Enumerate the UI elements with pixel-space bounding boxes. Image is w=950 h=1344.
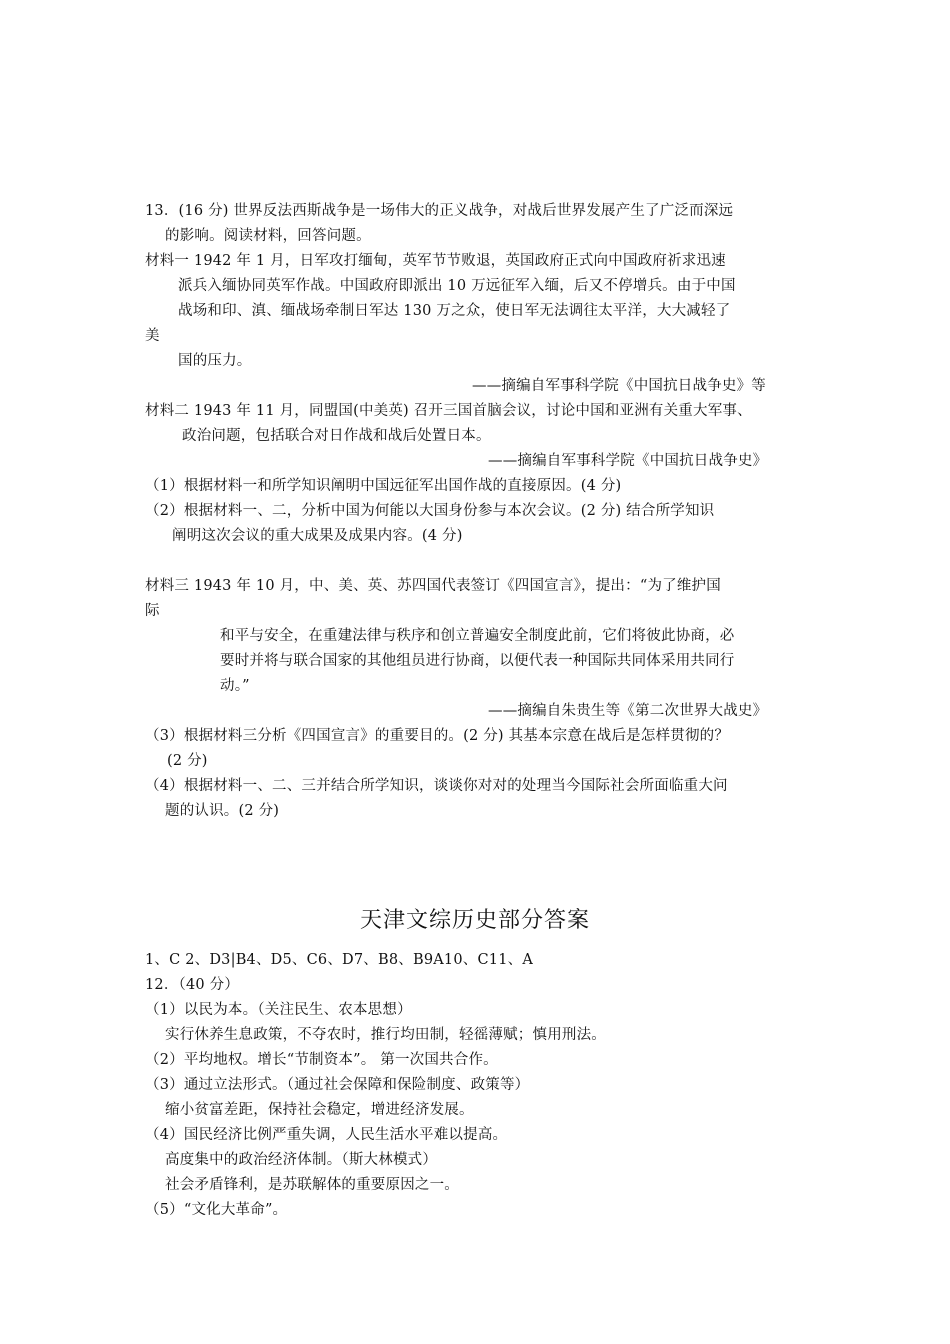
answer-1: （1）以民为本。（关注民生、农本思想） xyxy=(145,1002,412,1018)
material-3-line-2: 际 xyxy=(145,603,160,619)
material-3-line-1: 材料三 1943 年 10 月，中、美、英、苏四国代表签订《四国宣言》，提出：“为了维护国 xyxy=(145,578,721,594)
answer-4: （4）国民经济比例严重失调，人民生活水平难以提高。 xyxy=(145,1127,508,1143)
answer-3-cont: 缩小贫富差距，保持社会稳定，增进经济发展。 xyxy=(165,1102,474,1118)
answer-1-cont: 实行休养生息政策，不夺农时，推行均田制，轻徭薄赋；慎用刑法。 xyxy=(165,1027,606,1043)
material-1-line-5: 国的压力。 xyxy=(178,353,252,369)
sub-question-2: （2）根据材料一、二，分析中国为何能以大国身份参与本次会议。(2 分) 结合所学知识 xyxy=(145,503,715,519)
sub-question-3-cont: (2 分) xyxy=(167,753,208,769)
material-1-source: ——摘编自军事科学院《中国抗日战争史》等 xyxy=(472,378,766,394)
material-2-source: ——摘编自军事科学院《中国抗日战争史》 xyxy=(488,453,768,469)
answer-3: （3）通过立法形式。（通过社会保障和保险制度、政策等） xyxy=(145,1077,530,1093)
sub-question-4-cont: 题的认识。(2 分) xyxy=(165,803,280,819)
sub-question-4: （4）根据材料一、二、三并结合所学知识，谈谈你对对的处理当今国际社会所面临重大问 xyxy=(145,778,728,794)
material-1-line-4: 美 xyxy=(145,328,160,344)
answer-5: （5）“文化大革命”。 xyxy=(145,1202,288,1218)
sub-question-1: （1）根据材料一和所学知识阐明中国远征军出国作战的直接原因。(4 分) xyxy=(145,478,622,494)
sub-question-2-cont: 阐明这次会议的重大成果及成果内容。(4 分) xyxy=(172,528,463,544)
material-1-line-3: 战场和印、滇、缅战场牵制日军达 130 万之众，使日军无法调往太平洋，大大减轻了 xyxy=(178,303,731,319)
material-1-line-1: 材料一 1942 年 1 月，日军攻打缅甸，英军节节败退，英国政府正式向中国政府祈求迅速 xyxy=(145,253,726,269)
sub-question-3: （3）根据材料三分析《四国宣言》的重要目的。(2 分) 其基本宗意在战后是怎样贯彻的？ xyxy=(145,728,730,744)
material-3-source: ——摘编自朱贵生等《第二次世界大战史》 xyxy=(488,703,768,719)
multiple-choice-answers: 1、C 2、D3|B4、D5、C6、D7、B8、B9A10、C11、A xyxy=(145,952,533,968)
answer-2: （2）平均地权。增长“节制资本”。 第一次国共合作。 xyxy=(145,1052,498,1068)
material-3-line-4: 要时并将与联合国家的其他组员进行协商，以便代表一种国际共同体采用共同行 xyxy=(220,653,735,669)
material-1-line-2: 派兵入缅协同英军作战。中国政府即派出 10 万远征军入缅，后又不停增兵。由于中国 xyxy=(178,278,736,294)
material-2-line-2: 政治问题，包括联合对日作战和战后处置日本。 xyxy=(182,428,491,444)
answer-4-cont-2: 社会矛盾锋利，是苏联解体的重要原因之一。 xyxy=(165,1177,459,1193)
question-13-intro-cont: 的影响。阅读材料，回答问题。 xyxy=(165,228,371,244)
material-3-line-5: 动。” xyxy=(220,678,250,694)
question-13-intro: 13．(16 分) 世界反法西斯战争是一场伟大的正义战争，对战后世界发展产生了广泛而深远 xyxy=(145,203,734,219)
material-2-line-1: 材料二 1943 年 11 月，同盟国(中美英) 召开三国首脑会议，讨论中国和亚洲有关重大军事、 xyxy=(145,403,752,419)
material-3-line-3: 和平与安全，在重建法律与秩序和创立普遍安全制度此前，它们将彼此协商，必 xyxy=(220,628,735,644)
answer-4-cont-1: 高度集中的政治经济体制。（斯大林模式） xyxy=(165,1152,438,1168)
question-12-header: 12．（40 分） xyxy=(145,977,240,993)
answers-title: 天津文综历史部分答案 xyxy=(359,908,590,933)
